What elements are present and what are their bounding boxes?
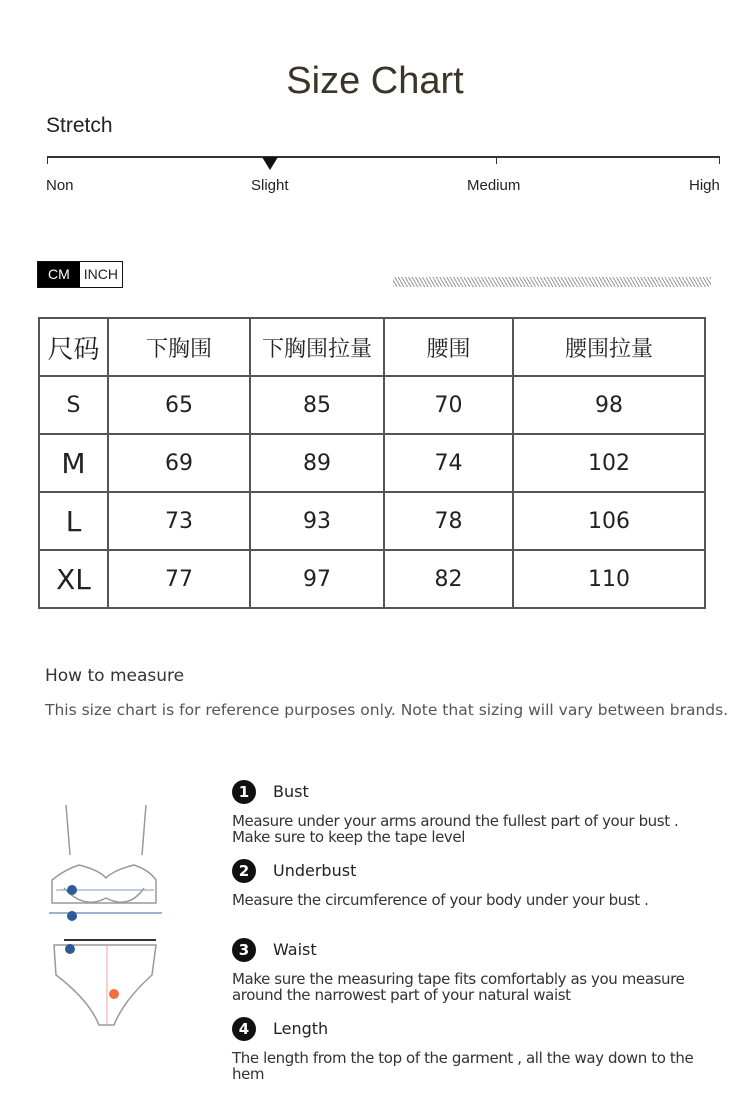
size-cell: XL xyxy=(39,550,108,608)
measure-description: Measure under your arms around the fullest part of your bust . Make sure to keep the tape level xyxy=(232,812,679,846)
value-cell: 74 xyxy=(384,434,513,492)
scale-tick xyxy=(47,156,48,164)
step-number-icon: 2 xyxy=(232,859,256,883)
header-cell: 下胸围拉量 xyxy=(250,318,384,376)
stretch-level-high: High xyxy=(689,177,720,194)
measure-description: Measure the circumference of your body under your bust . xyxy=(232,891,649,909)
value-cell: 69 xyxy=(108,434,250,492)
value-cell: 65 xyxy=(108,376,250,434)
unit-inch[interactable]: INCH xyxy=(83,266,119,282)
value-cell: 85 xyxy=(250,376,384,434)
header-cell: 腰围拉量 xyxy=(513,318,705,376)
value-cell: 98 xyxy=(513,376,705,434)
stretch-level-slight: Slight xyxy=(251,177,289,194)
value-cell: 78 xyxy=(384,492,513,550)
decorative-hatch xyxy=(393,277,711,287)
stretch-marker-icon xyxy=(262,157,278,170)
step-number-icon: 3 xyxy=(232,938,256,962)
size-table xyxy=(38,317,706,609)
scale-tick xyxy=(496,156,497,164)
scale-tick xyxy=(719,156,720,164)
header-cell: 腰围 xyxy=(384,318,513,376)
page-title: Size Chart xyxy=(286,60,464,102)
stretch-level-non: Non xyxy=(46,177,74,194)
garment-diagram-icon xyxy=(44,800,164,1040)
stretch-level-medium: Medium xyxy=(467,177,521,194)
size-cell: L xyxy=(39,492,108,550)
stretch-scale xyxy=(47,156,720,158)
reference-note: This size chart is for reference purposes only. Note that sizing will vary between brands. xyxy=(45,701,729,719)
table-row xyxy=(39,550,705,608)
how-to-measure-title: How to measure xyxy=(45,666,185,686)
measure-description: The length from the top of the garment , all the way down to the hem xyxy=(232,1049,694,1083)
step-number-icon: 4 xyxy=(232,1017,256,1041)
measure-title: Length xyxy=(273,1019,329,1038)
measure-description: Make sure the measuring tape fits comfortably as you measure around the narrowest part of your natural waist xyxy=(232,970,685,1004)
value-cell: 89 xyxy=(250,434,384,492)
value-cell: 73 xyxy=(108,492,250,550)
header-cell: 尺码 xyxy=(39,318,108,376)
measure-title: Underbust xyxy=(273,861,357,880)
table-row xyxy=(39,492,705,550)
table-header xyxy=(39,318,705,376)
value-cell: 82 xyxy=(384,550,513,608)
value-cell: 93 xyxy=(250,492,384,550)
header-cell: 下胸围 xyxy=(108,318,250,376)
value-cell: 110 xyxy=(513,550,705,608)
step-number-icon: 1 xyxy=(232,780,256,804)
size-cell: S xyxy=(39,376,108,434)
value-cell: 70 xyxy=(384,376,513,434)
unit-toggle[interactable] xyxy=(37,261,123,288)
stretch-label: Stretch xyxy=(46,114,113,137)
measure-title: Bust xyxy=(273,782,309,801)
value-cell: 106 xyxy=(513,492,705,550)
table-row xyxy=(39,376,705,434)
value-cell: 77 xyxy=(108,550,250,608)
unit-cm[interactable]: CM xyxy=(38,262,80,287)
size-cell: M xyxy=(39,434,108,492)
measure-title: Waist xyxy=(273,940,317,959)
table-row xyxy=(39,434,705,492)
value-cell: 97 xyxy=(250,550,384,608)
value-cell: 102 xyxy=(513,434,705,492)
